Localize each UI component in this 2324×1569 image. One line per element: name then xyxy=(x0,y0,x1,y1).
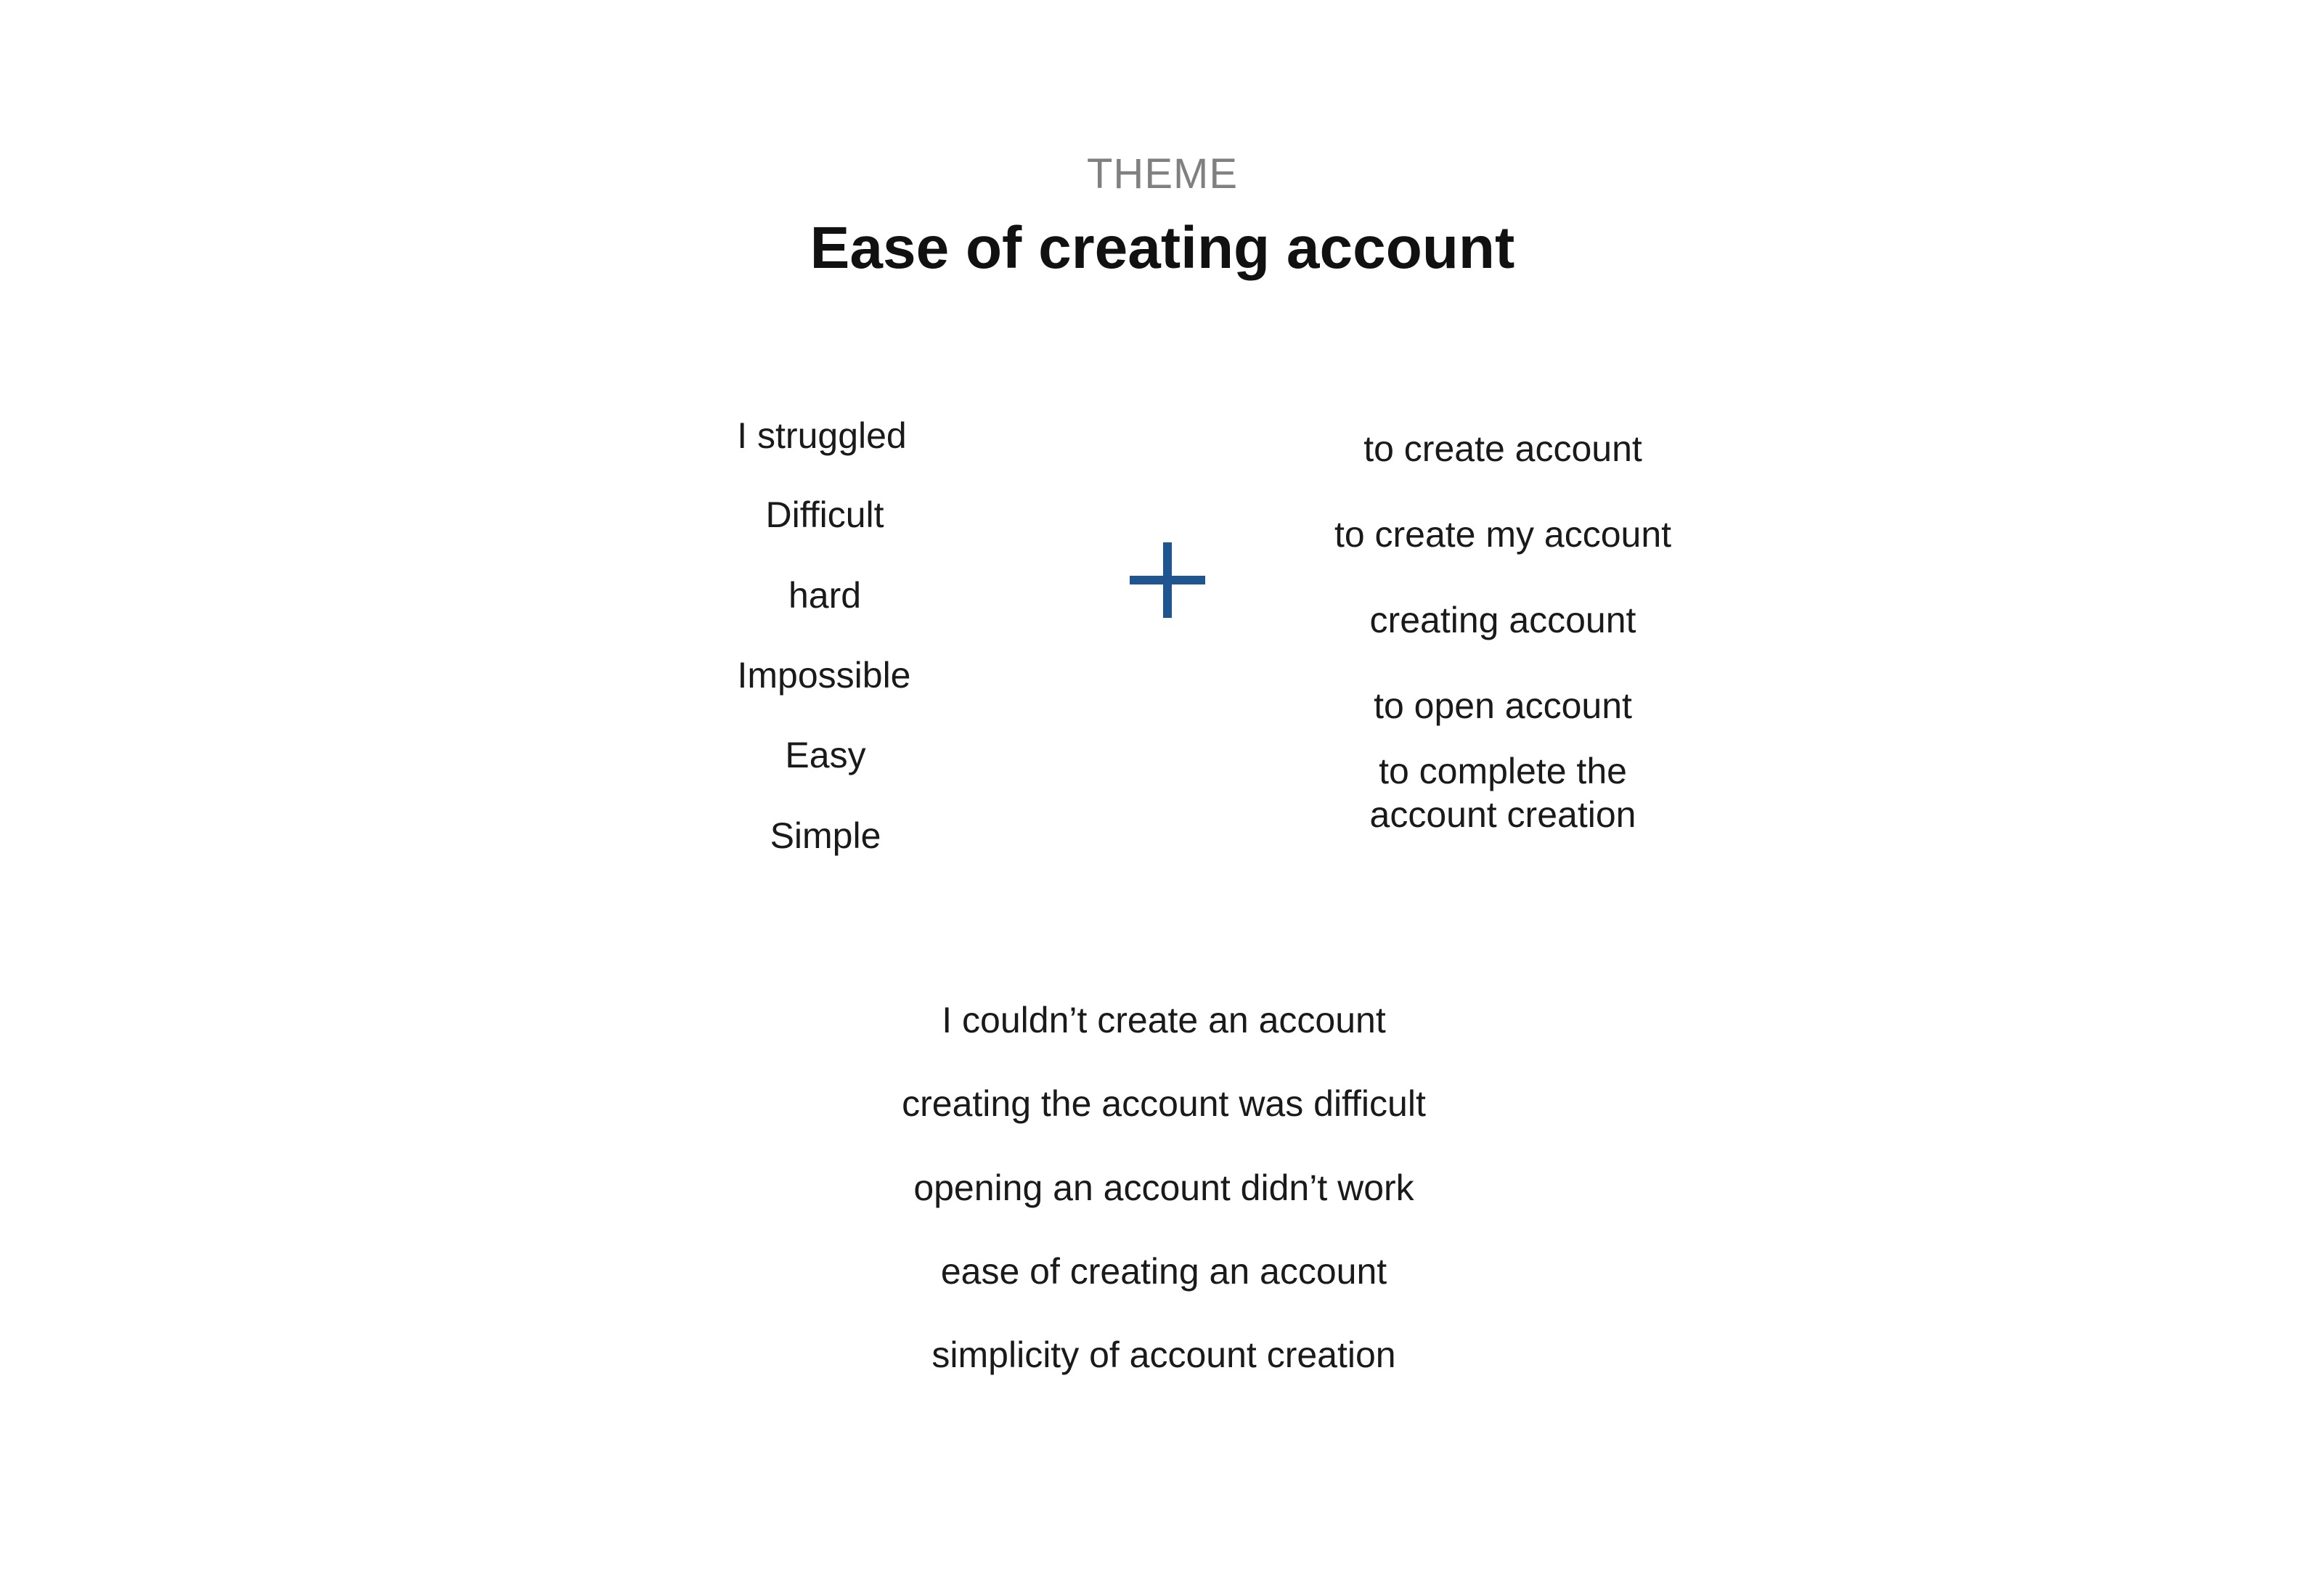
qualifier-item: Simple xyxy=(770,815,881,856)
action-item: to create account xyxy=(1363,428,1642,469)
action-item: to open account xyxy=(1374,685,1632,726)
qualifier-item: Easy xyxy=(785,735,866,775)
theme-kicker: THEME xyxy=(1087,150,1238,198)
example-item: I couldn’t create an account xyxy=(942,1000,1386,1040)
qualifier-item: Impossible xyxy=(737,655,911,696)
example-item: creating the account was difficult xyxy=(902,1083,1426,1124)
qualifier-item: I struggled xyxy=(737,415,907,456)
qualifier-item: Difficult xyxy=(765,494,884,535)
plus-icon-vertical-bar xyxy=(1163,542,1172,618)
example-item: opening an account didn’t work xyxy=(913,1167,1414,1208)
action-item: to complete the account creation xyxy=(1369,751,1636,835)
action-item: to create my account xyxy=(1334,514,1672,555)
example-item: simplicity of account creation xyxy=(931,1334,1396,1375)
qualifier-item: hard xyxy=(788,575,862,616)
plus-icon xyxy=(1130,542,1205,618)
theme-title: Ease of creating account xyxy=(810,214,1515,281)
example-item: ease of creating an account xyxy=(940,1251,1387,1292)
action-item: creating account xyxy=(1369,600,1636,640)
